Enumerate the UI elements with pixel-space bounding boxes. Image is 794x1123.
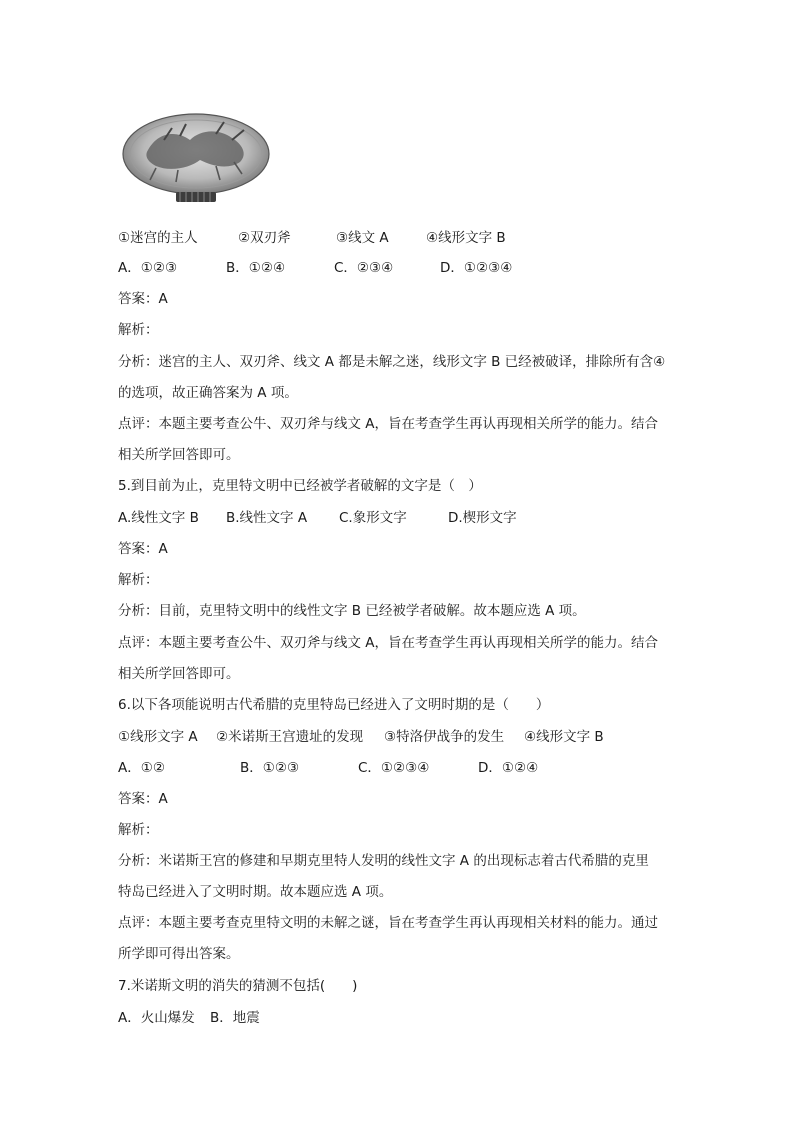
q4-item: ④线形文字 B — [426, 230, 506, 246]
q6-analysis: 特岛已经进入了文明时期。故本题应选 A 项。 — [118, 884, 393, 900]
q6-answer: 答案：A — [118, 791, 168, 807]
q5-analysis: 分析：目前，克里特文明中的线性文字 B 已经被学者破解。故本题应选 A 项。 — [118, 603, 586, 619]
q4-option: B．①②④ — [226, 260, 286, 276]
q6-jiexi: 解析： — [118, 822, 159, 838]
q6-option: C．①②③④ — [358, 760, 430, 776]
q5-option: D.楔形文字 — [448, 510, 517, 526]
q4-item: ①迷宫的主人 — [118, 230, 198, 246]
q6-item: ④线形文字 B — [524, 729, 604, 745]
q6-option: A．①② — [118, 760, 165, 776]
q5-option: A.线性文字 B — [118, 510, 199, 526]
q4-option: A．①②③ — [118, 260, 178, 276]
q5-option: B.线性文字 A — [226, 510, 308, 526]
q6-comment: 所学即可得出答案。 — [118, 946, 240, 962]
q5-comment: 相关所学回答即可。 — [118, 666, 240, 682]
q6-comment: 点评：本题主要考查克里特文明的未解之谜，旨在考查学生再认再现相关材料的能力。通过 — [118, 915, 658, 931]
q6-item: ①线形文字 A — [118, 729, 198, 745]
q6-analysis: 分析：米诺斯王宫的修建和早期克里特人发明的线性文字 A 的出现标志着古代希腊的克里 — [118, 853, 649, 869]
q4-option: C．②③④ — [334, 260, 394, 276]
q4-comment: 相关所学回答即可。 — [118, 447, 240, 463]
q5-jiexi: 解析： — [118, 572, 159, 588]
q6-item: ③特洛伊战争的发生 — [384, 729, 505, 745]
q4-item: ③线文 A — [336, 230, 389, 246]
q7-option: A．火山爆发 — [118, 1010, 195, 1026]
q6-question: 6.以下各项能说明古代希腊的克里特岛已经进入了文明时期的是（ ） — [118, 697, 550, 713]
q7-option: B．地震 — [210, 1010, 260, 1026]
q6-item: ②米诺斯王宫遗址的发现 — [216, 729, 364, 745]
q4-comment: 点评：本题主要考查公牛、双刃斧与线文 A，旨在考查学生再认再现相关所学的能力。结合 — [118, 416, 659, 432]
q5-comment: 点评：本题主要考查公牛、双刃斧与线文 A，旨在考查学生再认再现相关所学的能力。结合 — [118, 635, 659, 651]
q6-option: D．①②④ — [478, 760, 539, 776]
q4-jiexi: 解析： — [118, 322, 159, 338]
q7-question: 7.米诺斯文明的消失的猜测不包括( ) — [118, 978, 358, 994]
seal-stone-image — [120, 110, 272, 206]
q5-option: C.象形文字 — [339, 510, 407, 526]
q4-analysis: 分析：迷宫的主人、双刃斧、线文 A 都是未解之迷，线形文字 B 已经被破译，排除所有含④ — [118, 354, 666, 370]
q4-item: ②双刃斧 — [238, 230, 291, 246]
q6-option: B．①②③ — [240, 760, 300, 776]
q5-answer: 答案：A — [118, 541, 168, 557]
q4-option: D．①②③④ — [440, 260, 513, 276]
q4-analysis: 的选项，故正确答案为 A 项。 — [118, 385, 298, 401]
q5-question: 5.到目前为止，克里特文明中已经被学者破解的文字是（ ） — [118, 478, 482, 494]
q4-answer: 答案：A — [118, 291, 168, 307]
